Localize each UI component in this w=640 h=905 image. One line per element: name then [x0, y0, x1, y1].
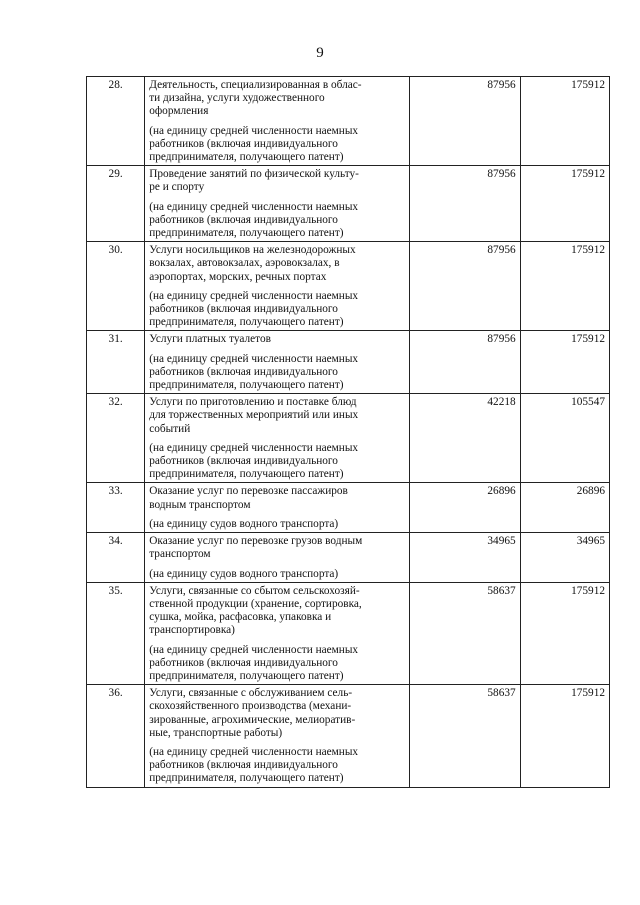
- service-title: Услуги платных туалетов: [149, 333, 271, 346]
- row-number: 34.: [87, 533, 145, 583]
- service-title: Услуги, связанные со сбытом сельскохозяй- ственной продукции (хранение, сортировка, сушка, мойка, расфасовка, упаковка и транспортировка): [149, 584, 362, 637]
- value-column-2: 105547: [520, 394, 609, 483]
- service-description: [145, 331, 410, 394]
- service-description: [145, 582, 410, 684]
- value-column-1: 87956: [410, 166, 520, 242]
- tariff-table-body: [87, 77, 610, 788]
- service-unit: (на единицу средней численности наемных работников (включая индивидуального предпринимателя, получающего патент): [149, 124, 359, 164]
- service-unit: (на единицу средней численности наемных работников (включая индивидуального предпринимателя, получающего патент): [149, 745, 359, 785]
- service-description: [145, 166, 410, 242]
- service-description: [145, 242, 410, 331]
- service-unit: (на единицу средней численности наемных работников (включая индивидуального предпринимателя, получающего патент): [149, 441, 359, 481]
- value-column-1: 26896: [410, 483, 520, 533]
- service-unit: (на единицу средней численности наемных работников (включая индивидуального предпринимателя, получающего патент): [149, 643, 359, 682]
- row-number: 32.: [87, 394, 145, 483]
- page-number: 9: [316, 45, 324, 61]
- service-title: Оказание услуг по перевозке пассажиров водным транспортом: [149, 485, 348, 511]
- row-number: 28.: [87, 77, 145, 166]
- value-column-2: 175912: [520, 685, 609, 787]
- table-row: [87, 331, 610, 394]
- table-row: [87, 533, 610, 583]
- service-unit: (на единицу средней численности наемных работников (включая индивидуального предпринимателя, получающего патент): [149, 200, 359, 240]
- value-column-2: 175912: [520, 77, 609, 166]
- value-column-2: 175912: [520, 582, 609, 684]
- value-column-2: 175912: [520, 242, 609, 331]
- table-row: [87, 166, 610, 242]
- table-row: [87, 242, 610, 331]
- row-number: 35.: [87, 582, 145, 684]
- value-column-1: 42218: [410, 394, 520, 483]
- service-unit: (на единицу судов водного транспорта): [149, 567, 339, 580]
- service-unit: (на единицу средней численности наемных работников (включая индивидуального предпринимателя, получающего патент): [149, 352, 359, 392]
- service-unit: (на единицу судов водного транспорта): [149, 517, 339, 530]
- service-title: Услуги по приготовлению и поставке блюд для торжественных мероприятий или иных событий: [149, 396, 359, 435]
- table-row: [87, 394, 610, 483]
- service-description: [145, 77, 410, 166]
- row-number: 31.: [87, 331, 145, 394]
- service-title: Услуги носильщиков на железнодорожных вокзалах, автовокзалах, аэровокзалах, в аэропортах, морских, речных портах: [149, 244, 356, 283]
- service-unit: (на единицу средней численности наемных работников (включая индивидуального предпринимателя, получающего патент): [149, 289, 359, 329]
- value-column-2: 26896: [520, 483, 609, 533]
- row-number: 33.: [87, 483, 145, 533]
- value-column-1: 58637: [410, 685, 520, 787]
- value-column-1: 87956: [410, 331, 520, 394]
- service-title: Оказание услуг по перевозке грузов водным транспортом: [149, 535, 363, 561]
- value-column-1: 87956: [410, 77, 520, 166]
- row-number: 30.: [87, 242, 145, 331]
- table-row: [87, 582, 610, 684]
- value-column-1: 34965: [410, 533, 520, 583]
- service-description: [145, 394, 410, 483]
- service-title: Деятельность, специализированная в облас- ти дизайна, услуги художественного оформления: [149, 79, 362, 118]
- service-description: [145, 685, 410, 787]
- value-column-1: 87956: [410, 242, 520, 331]
- service-description: [145, 483, 410, 533]
- table-row: [87, 685, 610, 787]
- tariff-table: [86, 76, 610, 788]
- value-column-2: 175912: [520, 166, 609, 242]
- row-number: 29.: [87, 166, 145, 242]
- row-number: 36.: [87, 685, 145, 787]
- table-row: [87, 483, 610, 533]
- value-column-1: 58637: [410, 582, 520, 684]
- service-title: Услуги, связанные с обслуживанием сель- скохозяйственного производства (механи- зированные, агрохимические, мелиоратив- ные, транспортные работы): [149, 687, 356, 739]
- service-title: Проведение занятий по физической культу- ре и спорту: [149, 168, 359, 194]
- value-column-2: 175912: [520, 331, 609, 394]
- table-row: [87, 77, 610, 166]
- value-column-2: 34965: [520, 533, 609, 583]
- service-description: [145, 533, 410, 583]
